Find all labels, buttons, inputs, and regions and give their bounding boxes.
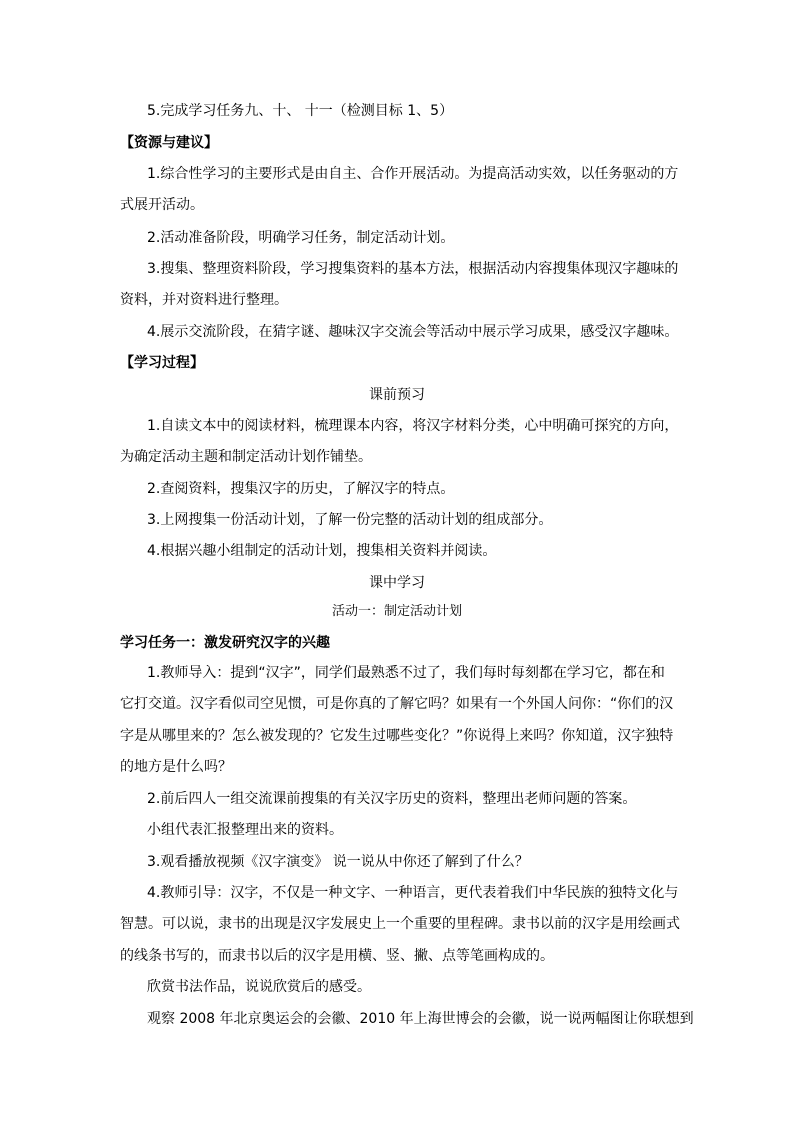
resource-item-3-line-1: 3.搜集、整理资料阶段，学习搜集资料的基本方法，根据活动内容搜集体现汉字趣味的 [147, 261, 679, 277]
intro-paragraph-line-3: 字是从哪里来的？怎么被发现的？它发生过哪些变化？”你说得上来吗？你知道，汉字独特 [120, 728, 674, 744]
subheading-in-class: 课中学习 [369, 575, 425, 591]
section-heading-resources: 【资源与建议】 [120, 135, 218, 151]
guide-paragraph-line-1: 4.教师引导：汉字，不仅是一种文字、一种语言，更代表着我们中华民族的独特文化与 [147, 885, 679, 901]
activity-one-title: 活动一：制定活动计划 [331, 604, 462, 619]
preview-item-4: 4.根据兴趣小组制定的活动计划，搜集相关资料并阅读。 [147, 543, 497, 559]
resource-item-4: 4.展示交流阶段，在猜字谜、趣味汉字交流会等活动中展示学习成果，感受汉字趣味。 [147, 324, 679, 340]
task-item-3: 3.观看播放视频《汉字演变》 说一说从中你还了解到了什么？ [147, 854, 529, 870]
target-item-5: 5.完成学习任务九、十、 十一（检测目标 1、5） [147, 103, 454, 119]
preview-item-1-line-2: 为确定活动主题和制定活动计划作铺垫。 [120, 449, 372, 465]
group-report: 小组代表汇报整理出来的资料。 [147, 822, 343, 838]
resource-item-1-line-1: 1.综合性学习的主要形式是由自主、合作开展活动。为提高活动实效，以任务驱动的方 [147, 166, 679, 182]
intro-paragraph-line-4: 的地方是什么吗？ [120, 759, 232, 775]
calligraphy-appreciation: 欣赏书法作品，说说欣赏后的感受。 [147, 979, 371, 995]
resource-item-1-line-2: 式展开活动。 [120, 197, 204, 213]
resource-item-2: 2.活动准备阶段，明确学习任务，制定活动计划。 [147, 230, 455, 246]
emblem-observation: 观察 2008 年北京奥运会的会徽、2010 年上海世博会的会徽，说一说两幅图让你联想到 [147, 1011, 694, 1027]
resource-item-3-line-2: 资料，并对资料进行整理。 [120, 292, 288, 308]
preview-item-2: 2.查阅资料，搜集汉字的历史，了解汉字的特点。 [147, 481, 455, 497]
intro-paragraph-line-1: 1.教师导入：提到“汉字”，同学们最熟悉不过了，我们每时每刻都在学习它，都在和 [147, 665, 665, 681]
guide-paragraph-line-3: 的线条书写的，而隶书以后的汉字是用横、竖、撇、点等笔画构成的。 [120, 948, 554, 964]
preview-item-1-line-1: 1.自读文本中的阅读材料，梳理课本内容，将汉字材料分类，心中明确可探究的方向， [147, 418, 679, 434]
intro-paragraph-line-2: 它打交道。汉字看似司空见惯，可是你真的了解它吗？如果有一个外国人问你：“你们的汉 [120, 696, 674, 712]
task-one-heading: 学习任务一：激发研究汉字的兴趣 [120, 635, 330, 651]
preview-item-3: 3.上网搜集一份活动计划，了解一份完整的活动计划的组成部分。 [147, 512, 553, 528]
section-heading-process: 【学习过程】 [120, 355, 204, 371]
guide-paragraph-line-2: 智慧。可以说，隶书的出现是汉字发展史上一个重要的里程碑。隶书以前的汉字是用绘画式 [120, 916, 680, 932]
task-item-2: 2.前后四人一组交流课前搜集的有关汉字历史的资料，整理出老师问题的答案。 [147, 791, 637, 807]
subheading-preview: 课前预习 [369, 387, 425, 403]
